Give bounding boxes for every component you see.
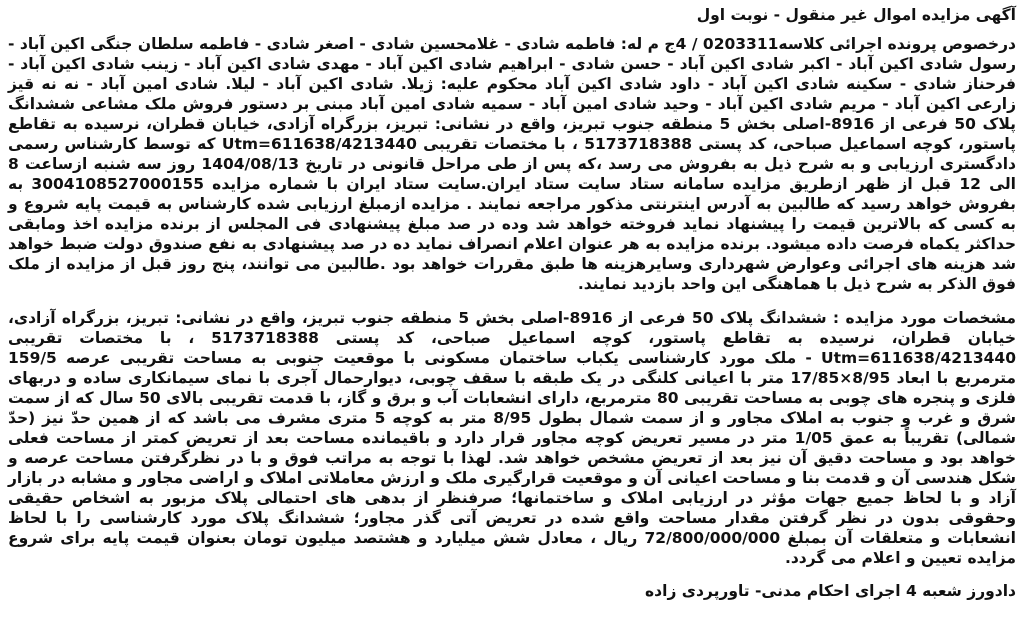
notice-signature: دادورز شعبه 4 اجرای احکام مدنی- تاورپردی زاده xyxy=(645,582,1016,600)
notice-title: آگهی مزایده اموال غیر منقول - نوبت اول xyxy=(696,6,1016,24)
property-specs-text: ششدانگ پلاک 50 فرعی از 8916-اصلی بخش 5 منطقه جنوب تبریز، واقع در نشانی: تبریز، بزرگراه آزادی، خیابان قطران، نرسیده به تقاطع پاستور، کوچه اسماعیل صباحی، کد پستی 5173718388 ، با مختصات تقریبی Utm=611638/4213440 - ملک مورد کارشناسی یکباب ساختمان مسکونی با موقعیت جنوبی به مساحت تقریبی عرصه 159/5 مترمربع با ابعاد 8/95×17/85 متر با اعیانی کلنگی در یک طبقه با سقف چوبی، دیوارحمال آجری با نمای سیمانکاری ساده و دربهای فلزی و پنجره های چوبی به مساحت تقریبی 80 مترمربع، دارای انشعابات آب و برق و گاز، با قدمت تقریبی بالای 50 سال که از سمت شرق و غرب و جنوب به املاک مجاور و از سمت شمال بطول 8/95 متر به کوچه 5 متری مشرف می باشد که از همین حدّ نیز (حدّ شمالی) تقریباً به عمق 1/05 متر در مسیر تعریض کوچه مجاور قرار دارد و باقیمانده مساحت بعد از تعریض کمتر از مساحت فعلی خواهد بود و مساحت دقیق آن نیز بعد از تعریض مشخص خواهد شد. لهذا با توجه به مراتب فوق و با در نظرگرفتن مساحت عرصه و شکل هندسی آن و قدمت بنا و مساحت اعیانی آن و موقعیت قرارگیری ملک و ارزش معاملاتی املاک و اراضی مجاور و مشابه در بازار آزاد و با لحاظ جمیع جهات مؤثر در ارزیابی املاک و ساختمانها؛ صرفنظر از بدهی های احتمالی پلاک مزبور به اشخاص حقیقی وحقوقی بدون در نظر گرفتن مقدار مساحت واقع شده در تعریض آتی گذر مجاور؛ ششدانگ پلاک مورد کارشناسی را با لحاظ انشعابات و متعلقات آن بمبلغ 72/800/000/000 ریال ، معادل شش میلیارد و هشتصد میلیون تومان بعنوان قیمت پایه برای شروع مزایده تعیین و اعلام می گردد. xyxy=(8,309,1017,567)
notice-paragraph-property-specs xyxy=(8,308,1016,568)
notice-paragraph-case-details: درخصوص پرونده اجرائی کلاسه0203311 / 4ج م له: فاطمه شادی - غلامحسین شادی - اصغر شادی - فاطمه سلطان جنگی اکین آباد - رسول شادی اکین آباد - اکبر شادی اکین آباد - حسن شادی - ابراهیم شادی اکین آباد - مهدی شادی اکین آباد - زینب شادی اکین آباد - فرحناز شادی - سکینه شادی اکین آباد - داود شادی اکین آباد محکوم علیه: ژیلا. شادی اکین آباد - لیلا. شادی امین آباد - نه نه قیز زارعی اکین آباد - مریم شادی اکین آباد - وحید شادی امین آباد - سمیه شادی امین آباد مبنی بر دستور فروش ملک مشاعی ششدانگ پلاک 50 فرعی از 8916-اصلی بخش 5 منطقه جنوب تبریز، واقع در نشانی: تبریز، بزرگراه آزادی، خیابان قطران، نرسیده به تقاطع پاستور، کوچه اسماعیل صباحی، کد پستی 5173718388 ، با مختصات تقریبی Utm=611638/4213440 که توسط کارشناس رسمی دادگستری ارزیابی و به شرح ذیل به بفروش می رسد ،که پس از طی مراحل قانونی در تاریخ 1404/08/13 روز سه شنبه ازساعت 8 الی 12 قبل از ظهر ازطریق مزایده سامانه ستاد سایت ستاد ایران.سایت ستاد ایران با شماره مزایده 3004108527000155 به بفروش خواهد رسید که طالبین به آدرس اینترنتی مذکور مراجعه نمایند . مزایده ازمبلغ ارزیابی شده کارشناس به قیمت پایه شروع و به کسی که بالاترین قیمت را پیشنهاد نماید فروخته خواهد شد وده در صد مبلغ پیشنهادی فی المجلس از برنده مزایده اخذ ومابقی حداکثر یکماه فرصت داده میشود. برنده مزایده به هر عنوان اعلام انصراف نماید ده در صد پیشنهادی به نفع صندوق دولت ضبط خواهد شد هزینه های اجرائی وعوارض شهرداری وسایرهزینه ها طبق مقررات خواهد بود .طالبین می توانند، پنج روز قبل از مزایده از ملک فوق الذکر به شرح ذیل با هماهنگی این واحد بازدید نمایند. xyxy=(8,35,1016,293)
property-specs-label: مشخصات مورد مزایده : xyxy=(832,309,1016,327)
